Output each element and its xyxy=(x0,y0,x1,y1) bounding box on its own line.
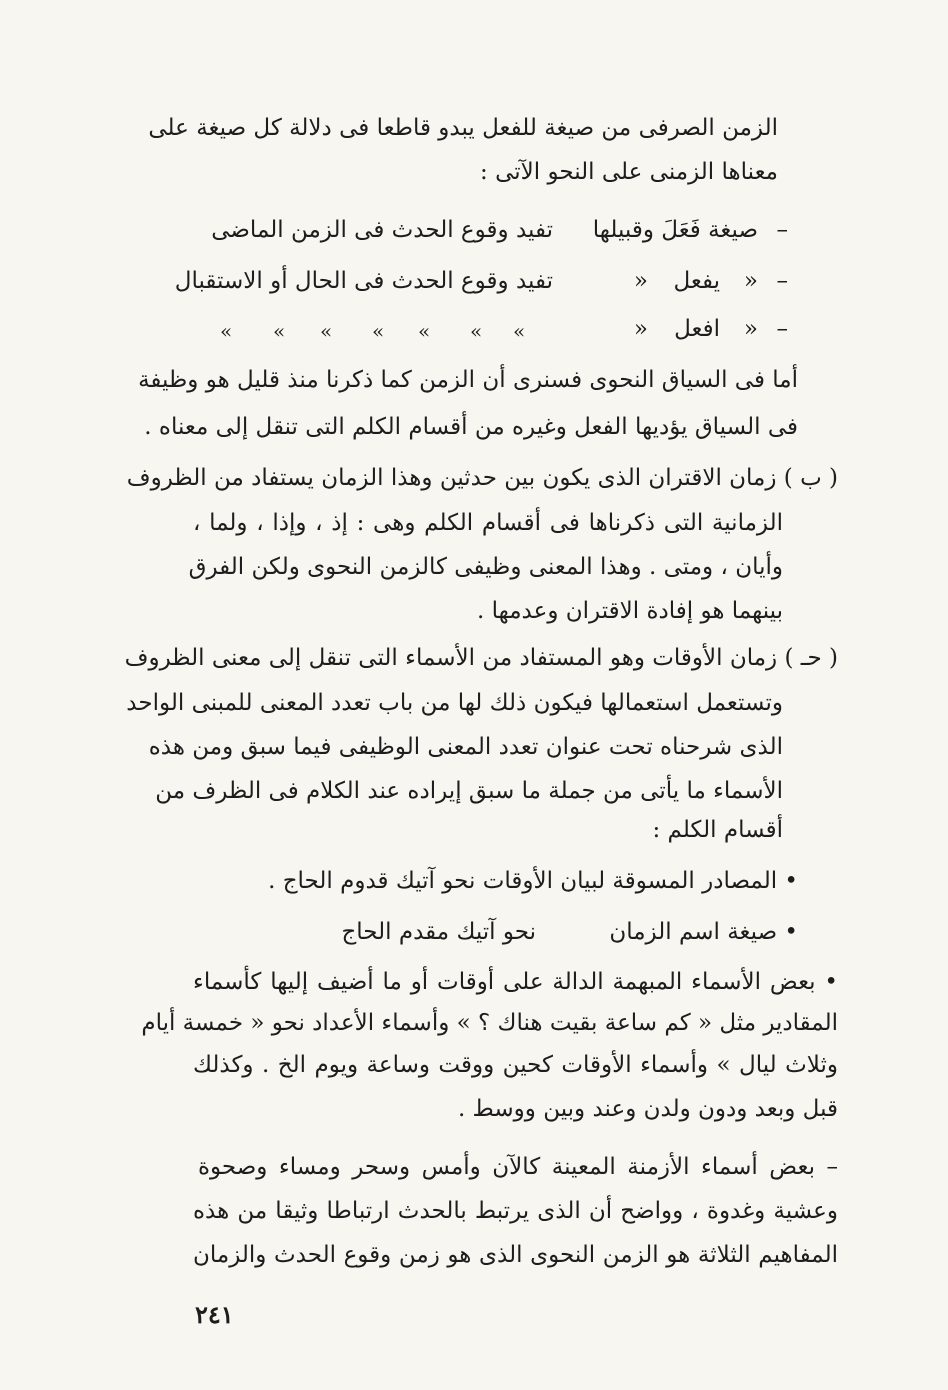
ditto-mark: « xyxy=(743,268,758,294)
ditto-mark: « xyxy=(470,319,483,343)
ditto-mark: « xyxy=(633,316,648,342)
ditto-mark: « xyxy=(320,319,333,343)
page-number: ٢٤١ xyxy=(195,1300,234,1329)
text-line: أقسام الكلم : xyxy=(652,817,783,843)
text-line: وتستعمل استعمالها فيكون ذلك لها من باب تعدد المعنى للمبنى الواحد xyxy=(126,690,783,716)
ditto-mark: « xyxy=(273,319,286,343)
text-line: الزمن الصرفى من صيغة للفعل يبدو قاطعا فى دلالة كل صيغة على xyxy=(148,115,778,141)
text-line: وأيان ، ومتى . وهذا المعنى وظيفى كالزمن النحوى ولكن الفرق xyxy=(188,554,783,580)
text-line: بينهما هو إفادة الاقتران وعدمها . xyxy=(477,598,783,624)
text-line: فى السياق يؤديها الفعل وغيره من أقسام الكلم التى تنقل إلى معناه . xyxy=(144,414,798,440)
ditto-mark: « xyxy=(220,319,233,343)
text-line: المقادير مثل « كم ساعة بقيت هناك ؟ » وأسماء الأعداد نحو « خمسة أيام xyxy=(141,1010,838,1036)
verb-form-cell: صيغة فَعَلَ وقبيلها xyxy=(592,217,758,243)
table-dash: – xyxy=(776,268,788,294)
bullet-example: نحو آتيك مقدم الحاج xyxy=(341,919,536,945)
meaning-cell: تفيد وقوع الحدث فى الحال أو الاستقبال xyxy=(174,268,553,294)
text-line: الذى شرحناه تحت عنوان تعدد المعنى الوظيفى فيما سبق ومن هذه xyxy=(148,734,783,760)
table-dash: – xyxy=(776,316,788,342)
ditto-mark: « xyxy=(633,268,648,294)
table-dash: – xyxy=(776,217,788,243)
text-line: قبل وبعد ودون ولدن وعند وبين ووسط . xyxy=(457,1096,838,1122)
text-line: – بعض أسماء الأزمنة المعينة كالآن وأمس وسحر ومساء وصحوة xyxy=(198,1154,838,1180)
bullet-item: • بعض الأسماء المبهمة الدالة على أوقات أو ما أضيف إليها كأسماء xyxy=(193,969,838,995)
bullet-label: • صيغة اسم الزمان xyxy=(609,919,798,945)
meaning-cell: تفيد وقوع الحدث فى الزمن الماضى xyxy=(211,217,553,243)
ditto-mark: « xyxy=(743,316,758,342)
text-line: الزمانية التى ذكرناها فى أقسام الكلم وهى : إذ ، وإذا ، ولما ، xyxy=(193,510,783,536)
text-line: وثلاث ليال » وأسماء الأوقات كحين ووقت وساعة ويوم الخ . وكذلك xyxy=(193,1052,838,1078)
section-h-line: ( حـ ) زمان الأوقات وهو المستفاد من الأسماء التى تنقل إلى معنى الظروف xyxy=(124,645,838,671)
verb-form-cell: يفعل xyxy=(673,268,720,294)
text-line: أما فى السياق النحوى فسنرى أن الزمن كما ذكرنا منذ قليل هو وظيفة xyxy=(138,367,798,393)
text-line: معناها الزمنى على النحو الآتى : xyxy=(480,159,778,185)
bullet-item: • المصادر المسوقة لبيان الأوقات نحو آتيك قدوم الحاج . xyxy=(268,868,798,894)
ditto-mark: « xyxy=(372,319,385,343)
verb-form-cell: افعل xyxy=(674,316,720,342)
text-line: المفاهيم الثلاثة هو الزمن النحوى الذى هو زمن وقوع الحدث والزمان xyxy=(193,1242,838,1268)
section-b-line: ( ب ) زمان الاقتران الذى يكون بين حدثين وهذا الزمان يستفاد من الظروف xyxy=(126,465,838,491)
ditto-mark: « xyxy=(418,319,431,343)
ditto-mark: « xyxy=(513,319,526,343)
text-line: الأسماء ما يأتى من جملة ما سبق إيراده عند الكلام فى الظرف من xyxy=(155,778,783,804)
text-line: وعشية وغدوة ، وواضح أن الذى يرتبط بالحدث ارتباطا وثيقا من هذه xyxy=(193,1198,838,1224)
